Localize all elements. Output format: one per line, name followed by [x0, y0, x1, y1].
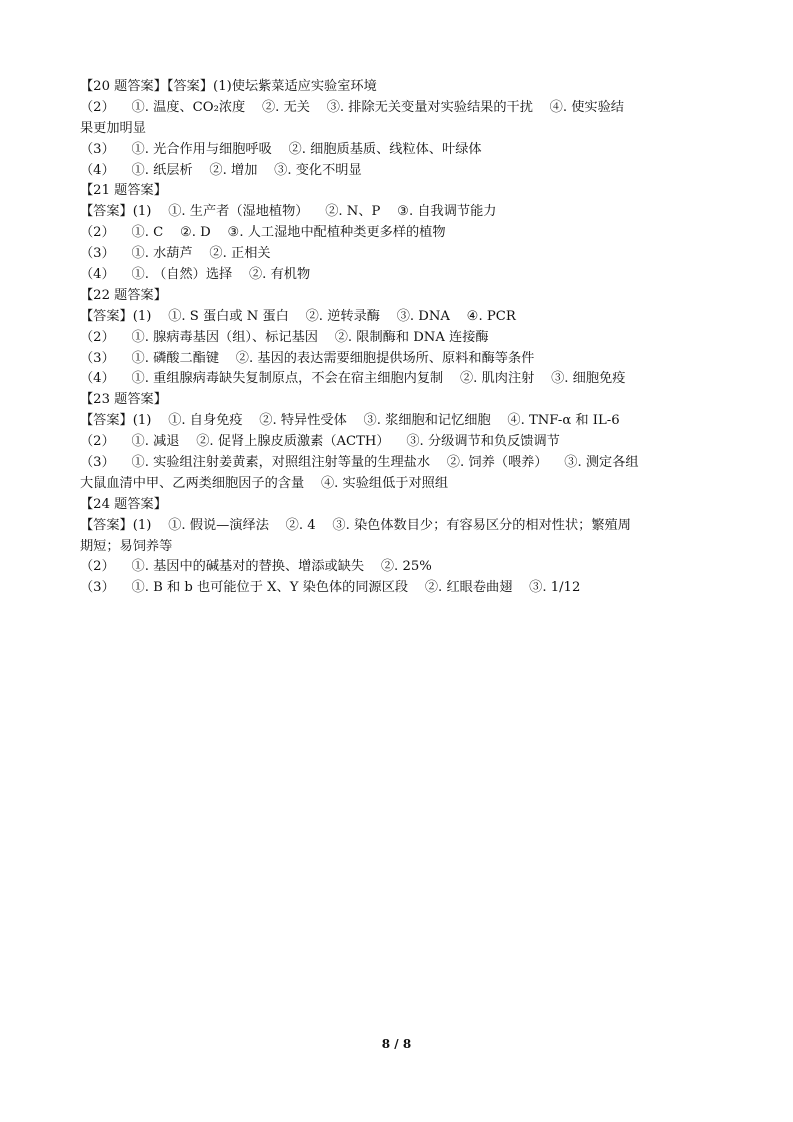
answer-heading-q24: 【24 题答案】	[80, 496, 167, 512]
answer-heading-q21: 【21 题答案】	[80, 183, 167, 199]
answer-line-q20-part4: （4） ①. 纸层析 ②. 增加 ③. 变化不明显	[80, 162, 362, 178]
answer-line-q24-part1-cont: 期短；易饲养等	[80, 538, 173, 554]
answer-line-q22-part2: （2） ①. 腺病毒基因（组）、标记基因 ②. 限制酶和 DNA 连接酶	[80, 329, 489, 345]
answer-line-q23-part1: 【答案】(1) ①. 自身免疫 ②. 特异性受体 ③. 浆细胞和记忆细胞 ④. TNF-α 和 IL-6	[80, 413, 620, 429]
answer-content	[80, 77, 720, 599]
answer-line-q22-part4: （4） ①. 重组腺病毒缺失复制原点，不会在宿主细胞内复制 ②. 肌肉注射 ③. 细胞免疫	[80, 371, 626, 387]
answer-heading-q22: 【22 题答案】	[80, 287, 167, 303]
answer-line-q21-part4: （4） ①. （自然）选择 ②. 有机物	[80, 267, 311, 283]
answer-line-q21-part3: （3） ①. 水葫芦 ②. 正相关	[80, 246, 271, 262]
answer-line-q20-part2: （2） ①. 温度、CO₂浓度 ②. 无关 ③. 排除无关变量对实验结果的干扰 ④. 使实验结	[80, 99, 624, 115]
answer-line-q20-heading: 【20 题答案】【答案】(1)使坛紫菜适应实验室环境	[80, 79, 377, 94]
answer-line-q22-part1: 【答案】(1) ①. S 蛋白或 N 蛋白 ②. 逆转录酶 ③. DNA ④. PCR	[80, 308, 516, 324]
answer-heading-q23: 【23 题答案】	[80, 392, 167, 408]
answer-line-q21-part2: （2） ①. C ②. D ③. 人工湿地中配植种类更多样的植物	[80, 225, 446, 241]
answer-line-q23-part2: （2） ①. 减退 ②. 促肾上腺皮质激素（ACTH） ③. 分级调节和负反馈调节	[80, 434, 560, 450]
page-number: 8 / 8	[381, 1037, 412, 1051]
answer-line-q21-part1: 【答案】(1) ①. 生产者（湿地植物） ②. N、P ③. 自我调节能力	[80, 204, 497, 220]
answer-line-q24-part3: （3） ①. B 和 b 也可能位于 X、Y 染色体的同源区段 ②. 红眼卷曲翅 ③. 1/12	[80, 580, 581, 596]
answer-line-q24-part2: （2） ①. 基因中的碱基对的替换、增添或缺失 ②. 25%	[80, 559, 432, 575]
answer-line-q24-part1: 【答案】(1) ①. 假说—演绎法 ②. 4 ③. 染色体数目少；有容易区分的相对性状；繁殖周	[80, 517, 631, 533]
answer-line-q23-part3-cont: 大鼠血清中甲、乙两类细胞因子的含量 ④. 实验组低于对照组	[80, 475, 449, 491]
answer-line-q20-part2-cont: 果更加明显	[80, 120, 146, 136]
answer-line-q22-part3: （3） ①. 磷酸二酯键 ②. 基因的表达需要细胞提供场所、原料和酶等条件	[80, 350, 535, 366]
answer-line-q20-part3: （3） ①. 光合作用与细胞呼吸 ②. 细胞质基质、线粒体、叶绿体	[80, 141, 482, 157]
answer-line-q23-part3: （3） ①. 实验组注射姜黄素，对照组注射等量的生理盐水 ②. 饲养（喂养） ③. 测定各组	[80, 455, 639, 471]
